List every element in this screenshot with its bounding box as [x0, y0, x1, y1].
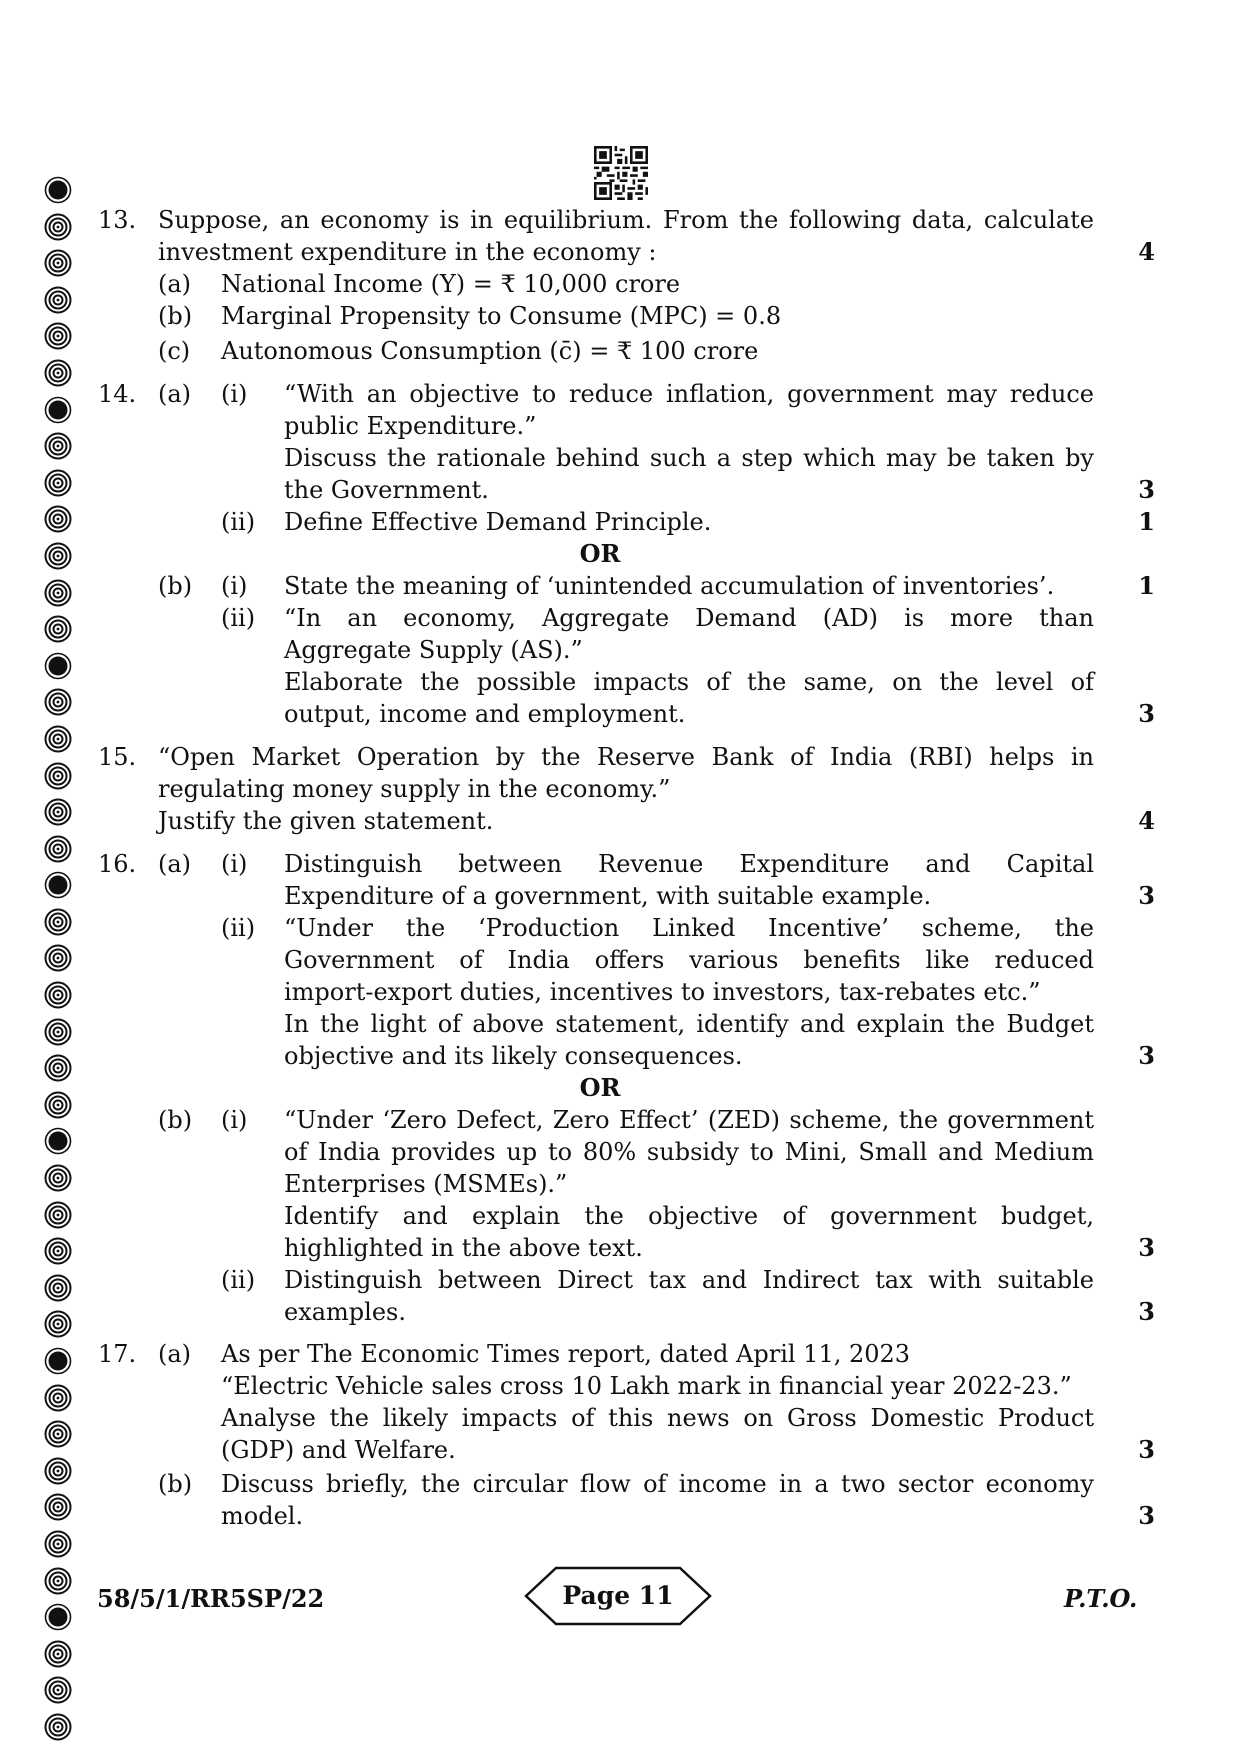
concentric-ring-mark	[44, 359, 72, 387]
concentric-ring-mark	[44, 1164, 72, 1192]
solid-dot-mark	[44, 652, 72, 680]
q16-or: OR	[579, 1073, 621, 1102]
concentric-ring-mark	[44, 1420, 72, 1448]
q14-a-i-line2: public Expenditure.”	[284, 412, 537, 440]
q15-line1: “Open Market Operation by the Reserve Bank of India (RBI) helps in	[158, 743, 1094, 771]
q14-b-ii-line2: Aggregate Supply (AS).”	[284, 636, 583, 664]
q13-item-b: Marginal Propensity to Consume (MPC) = 0.8	[221, 302, 782, 330]
q16-b-ii-line2: examples.	[284, 1298, 406, 1326]
q14-a-i-label: (i)	[221, 380, 248, 408]
q16-a-ii-label: (ii)	[221, 914, 256, 942]
q14-b-i-marks: 1	[1138, 571, 1155, 600]
q13-marks: 4	[1138, 237, 1155, 266]
concentric-ring-mark	[44, 1237, 72, 1265]
concentric-ring-mark	[44, 469, 72, 497]
q14-a-label: (a)	[158, 380, 192, 408]
concentric-ring-mark	[44, 286, 72, 314]
q14-b-i-line1: State the meaning of ‘unintended accumulation of inventories’.	[284, 572, 1055, 600]
q14-a-i-line4: the Government.	[284, 476, 489, 504]
concentric-ring-mark	[44, 1567, 72, 1595]
q17-b-line1: Discuss briefly, the circular flow of income in a two sector economy	[221, 1470, 1094, 1498]
q17-a-marks: 3	[1138, 1435, 1155, 1464]
q17-a-line3: Analyse the likely impacts of this news on Gross Domestic Product	[221, 1404, 1094, 1432]
pto-label: P.T.O.	[1064, 1584, 1138, 1613]
q17-a-line2: “Electric Vehicle sales cross 10 Lakh mark in financial year 2022-23.”	[221, 1372, 1072, 1400]
concentric-ring-mark	[44, 688, 72, 716]
q17-number: 17.	[98, 1340, 137, 1368]
q14-b-label: (b)	[158, 572, 193, 600]
q13-item-a-label: (a)	[158, 270, 192, 298]
concentric-ring-mark	[44, 798, 72, 826]
concentric-ring-mark	[44, 1676, 72, 1704]
concentric-ring-mark	[44, 981, 72, 1009]
q14-a-ii-line1: Define Effective Demand Principle.	[284, 508, 712, 536]
q16-b-i-label: (i)	[221, 1106, 248, 1134]
concentric-ring-mark	[44, 1201, 72, 1229]
solid-dot-mark	[44, 871, 72, 899]
q16-a-label: (a)	[158, 850, 192, 878]
concentric-ring-mark	[44, 1018, 72, 1046]
concentric-ring-mark	[44, 213, 72, 241]
q16-a-ii-line5: objective and its likely consequences.	[284, 1042, 743, 1070]
q13-item-a: National Income (Y) = ₹ 10,000 crore	[221, 270, 681, 298]
q17-a-line4: (GDP) and Welfare.	[221, 1436, 456, 1464]
q15-line2: regulating money supply in the economy.”	[158, 775, 671, 803]
solid-dot-mark	[44, 1127, 72, 1155]
concentric-ring-mark	[44, 835, 72, 863]
concentric-ring-mark	[44, 725, 72, 753]
concentric-ring-mark	[44, 1457, 72, 1485]
margin-marks	[44, 176, 78, 1750]
q16-a-i-marks: 3	[1138, 881, 1155, 910]
q15-number: 15.	[98, 743, 137, 771]
page-number-badge	[522, 1564, 714, 1628]
solid-dot-mark	[44, 396, 72, 424]
q17-b-line2: model.	[221, 1502, 304, 1530]
concentric-ring-mark	[44, 1530, 72, 1558]
solid-dot-mark	[44, 176, 72, 204]
q16-b-label: (b)	[158, 1106, 193, 1134]
q16-b-i-line3: Enterprises (MSMEs).”	[284, 1170, 568, 1198]
concentric-ring-mark	[44, 762, 72, 790]
q16-b-i-line4: Identify and explain the objective of government budget,	[284, 1202, 1094, 1230]
q13-item-c: Autonomous Consumption (c̄) = ₹ 100 crore	[221, 337, 759, 365]
concentric-ring-mark	[44, 542, 72, 570]
q16-a-i-line1: Distinguish between Revenue Expenditure and Capital	[284, 850, 1094, 878]
q17-b-marks: 3	[1138, 1501, 1155, 1530]
q14-b-ii-marks: 3	[1138, 699, 1155, 728]
q17-b-label: (b)	[158, 1470, 193, 1498]
q16-b-i-line5: highlighted in the above text.	[284, 1234, 643, 1262]
q16-number: 16.	[98, 850, 137, 878]
concentric-ring-mark	[44, 1713, 72, 1741]
q14-b-ii-line3: Elaborate the possible impacts of the same, on the level of	[284, 668, 1094, 696]
q16-b-i-line1: “Under ‘Zero Defect, Zero Effect’ (ZED) scheme, the government	[284, 1106, 1094, 1134]
q16-a-ii-line4: In the light of above statement, identify and explain the Budget	[284, 1010, 1094, 1038]
paper-code: 58/5/1/RR5SP/22	[97, 1584, 325, 1613]
solid-dot-mark	[44, 1603, 72, 1631]
q14-b-i-label: (i)	[221, 572, 248, 600]
concentric-ring-mark	[44, 579, 72, 607]
q14-a-i-line1: “With an objective to reduce inflation, government may reduce	[284, 380, 1094, 408]
q15-marks: 4	[1138, 806, 1155, 835]
q16-b-i-line2: of India provides up to 80% subsidy to Mini, Small and Medium	[284, 1138, 1094, 1166]
q14-or: OR	[579, 539, 621, 568]
qr-code	[594, 146, 648, 200]
concentric-ring-mark	[44, 432, 72, 460]
concentric-ring-mark	[44, 249, 72, 277]
concentric-ring-mark	[44, 1310, 72, 1338]
q15-line3: Justify the given statement.	[158, 807, 494, 835]
concentric-ring-mark	[44, 944, 72, 972]
concentric-ring-mark	[44, 1384, 72, 1412]
concentric-ring-mark	[44, 1091, 72, 1119]
concentric-ring-mark	[44, 505, 72, 533]
q14-b-ii-line4: output, income and employment.	[284, 700, 686, 728]
concentric-ring-mark	[44, 1493, 72, 1521]
concentric-ring-mark	[44, 1640, 72, 1668]
q13-line2: investment expenditure in the economy :	[158, 238, 657, 266]
q16-b-ii-line1: Distinguish between Direct tax and Indirect tax with suitable	[284, 1266, 1094, 1294]
q16-a-ii-line3: import-export duties, incentives to investors, tax-rebates etc.”	[284, 978, 1041, 1006]
q14-a-ii-marks: 1	[1138, 507, 1155, 536]
q16-a-ii-line1: “Under the ‘Production Linked Incentive’ scheme, the	[284, 914, 1094, 942]
solid-dot-mark	[44, 1347, 72, 1375]
concentric-ring-mark	[44, 1274, 72, 1302]
concentric-ring-mark	[44, 322, 72, 350]
q16-b-i-marks: 3	[1138, 1233, 1155, 1262]
q14-a-ii-label: (ii)	[221, 508, 256, 536]
q16-a-i-line2: Expenditure of a government, with suitable example.	[284, 882, 932, 910]
q17-a-label: (a)	[158, 1340, 192, 1368]
q13-line1: Suppose, an economy is in equilibrium. From the following data, calculate	[158, 206, 1094, 234]
concentric-ring-mark	[44, 908, 72, 936]
q17-a-line1: As per The Economic Times report, dated April 11, 2023	[221, 1340, 911, 1368]
q13-item-b-label: (b)	[158, 302, 193, 330]
q13-number: 13.	[98, 206, 137, 234]
q14-a-i-line3: Discuss the rationale behind such a step which may be taken by	[284, 444, 1094, 472]
q14-b-ii-line1: “In an economy, Aggregate Demand (AD) is more than	[284, 604, 1094, 632]
q16-b-ii-marks: 3	[1138, 1297, 1155, 1326]
q16-b-ii-label: (ii)	[221, 1266, 256, 1294]
page-number: Page 11	[562, 1581, 674, 1610]
q14-a-i-marks: 3	[1138, 475, 1155, 504]
q16-a-ii-marks: 3	[1138, 1041, 1155, 1070]
q16-a-i-label: (i)	[221, 850, 248, 878]
q16-a-ii-line2: Government of India offers various benefits like reduced	[284, 946, 1094, 974]
concentric-ring-mark	[44, 615, 72, 643]
concentric-ring-mark	[44, 1054, 72, 1082]
q13-item-c-label: (c)	[158, 337, 191, 365]
q14-number: 14.	[98, 380, 137, 408]
q14-b-ii-label: (ii)	[221, 604, 256, 632]
